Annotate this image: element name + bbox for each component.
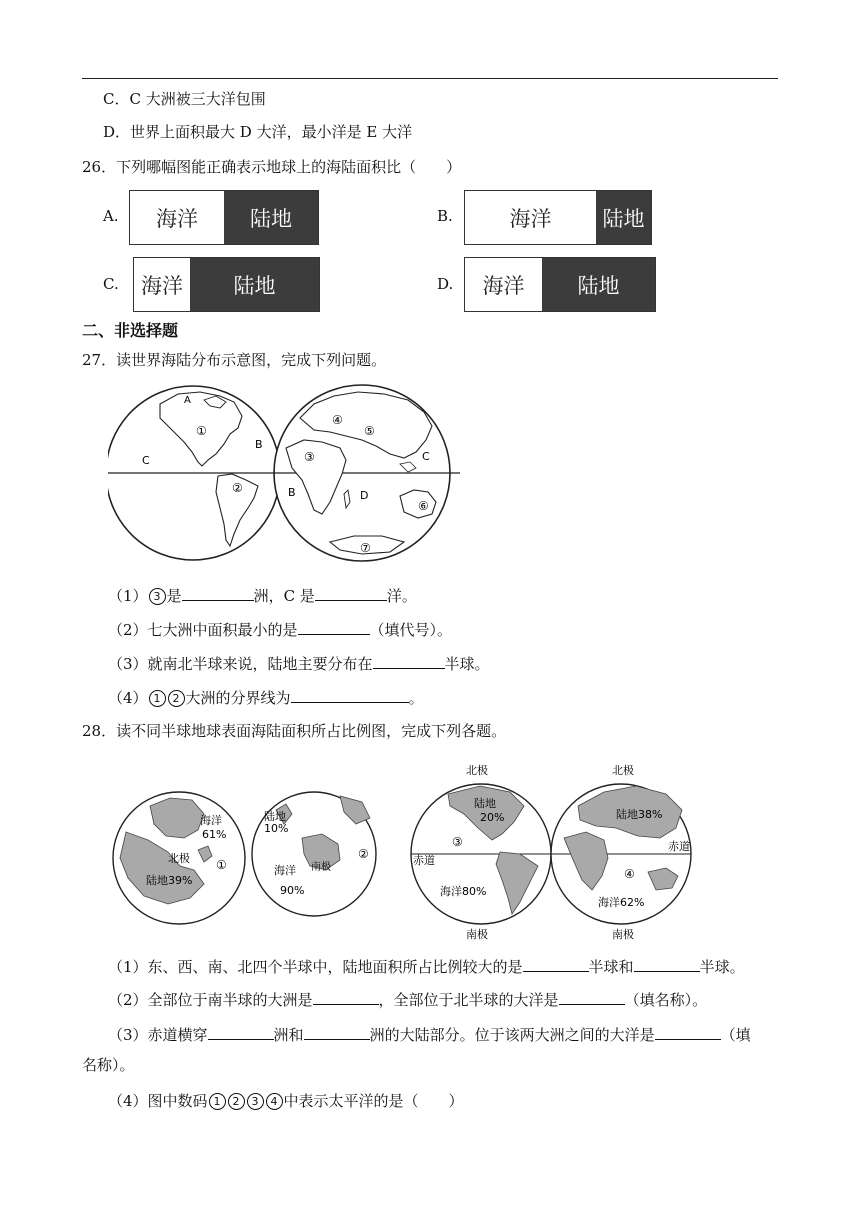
label-circle-1: ①: [216, 858, 227, 872]
answer-blank[interactable]: [655, 1023, 721, 1040]
q27-sub4: （4） 1 2 大洲的分界线为 。: [108, 686, 424, 709]
label-pct: 10%: [264, 822, 289, 835]
map-label-3: ③: [304, 450, 315, 464]
header-rule: [82, 78, 778, 79]
circled-number-3: 3: [149, 588, 166, 605]
q26-option-c-letter[interactable]: C.: [103, 275, 119, 293]
map-label-6: ⑥: [418, 499, 429, 513]
q26-option-d-bar[interactable]: [464, 257, 656, 312]
label-south-pole: 南极: [612, 928, 634, 941]
label-circle-2: ②: [358, 847, 369, 861]
map-label-c-west: C: [142, 454, 150, 467]
answer-blank[interactable]: [298, 618, 370, 635]
answer-blank[interactable]: [634, 955, 700, 972]
answer-blank[interactable]: [523, 955, 589, 972]
answer-blank[interactable]: [291, 686, 409, 703]
q28-sub4: （4）图中数码 1 2 3 4 中表示太平洋的是（ ）: [108, 1092, 464, 1110]
label-land: 陆地39%: [146, 874, 193, 887]
label-south-pole: 南极: [311, 862, 331, 873]
world-land-sea-map: [108, 382, 468, 567]
map-label-b-east: B: [288, 486, 296, 499]
label-pct: 61%: [202, 828, 227, 841]
ocean-segment: 海洋: [134, 258, 190, 311]
map-label-d: D: [360, 489, 369, 502]
label-equator: 赤道: [413, 854, 435, 867]
q26-option-a-letter[interactable]: A.: [103, 207, 119, 225]
answer-blank[interactable]: [373, 652, 445, 669]
q26-option-b-bar[interactable]: [464, 190, 652, 245]
land-segment: 陆地: [596, 191, 651, 244]
label-ocean: 海洋62%: [598, 896, 645, 909]
label-ocean: 海洋80%: [440, 885, 487, 898]
map-label-7: ⑦: [360, 541, 371, 555]
land-segment: 陆地: [224, 191, 318, 244]
label-north-pole: 北极: [466, 764, 488, 777]
q27-sub1: （1） 3 是 洲，C 是 洋。: [108, 584, 417, 607]
label-land: 陆地38%: [616, 808, 663, 821]
q26-option-a-bar[interactable]: [129, 190, 319, 245]
q28-stem: 28．读不同半球地球表面海陆面积所占比例图，完成下列各题。: [82, 722, 507, 740]
q26-option-c-bar[interactable]: [133, 257, 320, 312]
label-land: 陆地: [264, 810, 286, 823]
label-south-pole: 南极: [466, 928, 488, 941]
circled-number-4: 4: [266, 1093, 283, 1110]
answer-blank[interactable]: [304, 1023, 370, 1040]
label-equator: 赤道: [668, 840, 690, 853]
map-label-4: ④: [332, 413, 343, 427]
hemispheres-map: [108, 758, 708, 943]
map-label-1: ①: [196, 424, 207, 438]
q28-sub1: （1）东、西、南、北四个半球中，陆地面积所占比例较大的是 半球和 半球。: [108, 955, 745, 978]
circled-number-2: 2: [228, 1093, 245, 1110]
ocean-segment: 海洋: [465, 258, 542, 311]
circled-number-2: 2: [168, 690, 185, 707]
map-label-a: A: [184, 395, 191, 406]
map-label-b-west: B: [255, 438, 263, 451]
circled-number-1: 1: [209, 1093, 226, 1110]
circled-number-3: 3: [247, 1093, 264, 1110]
label-circle-4: ④: [624, 867, 635, 881]
q27-sub3: （3）就南北半球来说，陆地主要分布在 半球。: [108, 652, 490, 675]
q28-sub3-continued: 名称）。: [82, 1056, 135, 1074]
q25-option-c[interactable]: C．C 大洲被三大洋包围: [103, 90, 266, 108]
label-pct: 90%: [280, 884, 305, 897]
answer-blank[interactable]: [315, 584, 387, 601]
label-pct: 20%: [480, 811, 505, 824]
ocean-segment: 海洋: [130, 191, 224, 244]
circled-number-1: 1: [149, 690, 166, 707]
answer-blank[interactable]: [182, 584, 254, 601]
q27-sub2: （2）七大洲中面积最小的是 （填代号）。: [108, 618, 452, 641]
map-label-5: ⑤: [364, 424, 375, 438]
q26-option-d-letter[interactable]: D.: [437, 275, 454, 293]
q25-option-d[interactable]: D．世界上面积最大 D 大洋，最小洋是 E 大洋: [103, 123, 413, 141]
section-title: 二、非选择题: [82, 321, 179, 340]
q27-stem: 27．读世界海陆分布示意图，完成下列问题。: [82, 351, 387, 369]
land-segment: 陆地: [542, 258, 655, 311]
q26-stem: 26．下列哪幅图能正确表示地球上的海陆面积比（ ）: [82, 158, 462, 176]
q28-sub3: （3）赤道横穿 洲和 洲的大陆部分。位于该两大洲之间的大洋是 （填: [108, 1023, 751, 1046]
ocean-segment: 海洋: [465, 191, 596, 244]
map-label-2: ②: [232, 481, 243, 495]
label-land: 陆地: [474, 797, 496, 810]
map-label-c-east: C: [422, 450, 430, 463]
answer-blank[interactable]: [559, 988, 625, 1005]
q28-sub2: （2）全部位于南半球的大洲是 ，全部位于北半球的大洋是 （填名称）。: [108, 988, 707, 1011]
answer-blank[interactable]: [208, 1023, 274, 1040]
q26-option-b-letter[interactable]: B.: [437, 207, 453, 225]
label-north-pole: 北极: [168, 852, 190, 865]
label-north-pole: 北极: [612, 764, 634, 777]
label-circle-3: ③: [452, 835, 463, 849]
land-segment: 陆地: [190, 258, 319, 311]
label-ocean: 海洋: [200, 814, 222, 827]
label-ocean: 海洋: [274, 864, 296, 877]
answer-blank[interactable]: [313, 988, 379, 1005]
